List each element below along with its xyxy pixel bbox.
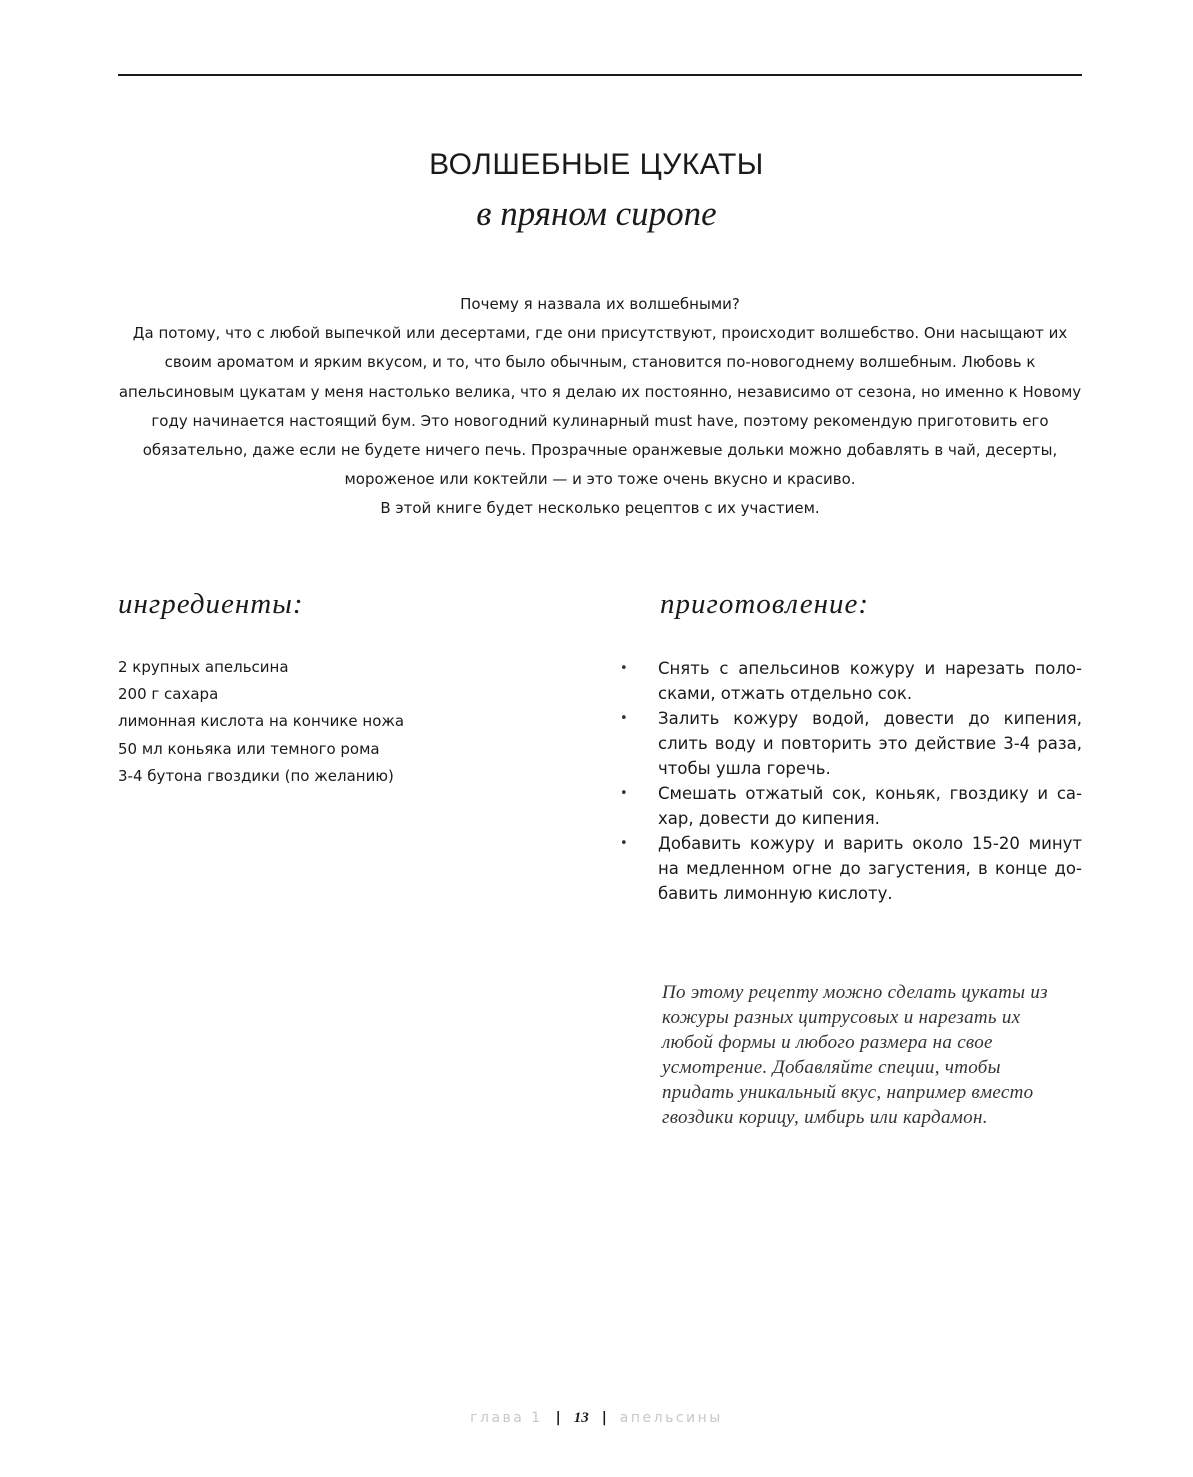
- recipe-note: По этому рецепту можно сделать цукаты из кожуры разных цитрусовых и нарезать их любой формы и любого размера на свое усмотрение. Добавляйте специи, чтобы придать уникальный вкус, например вместо гвоздики корицу, имбирь или кардамон.: [662, 982, 1048, 1128]
- ingredients-heading: ингредиенты:: [118, 588, 304, 620]
- bullet-icon: •: [620, 786, 628, 801]
- page-footer: [0, 1410, 1193, 1427]
- page-number: 13: [573, 1410, 589, 1426]
- bullet-icon: •: [620, 661, 628, 676]
- ingredients-list: [118, 654, 404, 790]
- step-item: [620, 656, 1082, 706]
- step-text: Добавить кожуру и варить около 15-20 минут на медленном огне до загустения, в конце добавить лимонную кислоту.: [658, 834, 1082, 903]
- step-text: Снять с апельсинов кожуру и нарезать полосками, отжать отдельно сок.: [658, 659, 1082, 703]
- top-rule: [118, 74, 1082, 76]
- step-item: [620, 781, 1082, 831]
- step-text: Смешать отжатый сок, коньяк, гвоздику и сахар, довести до кипения.: [658, 784, 1082, 828]
- footer-chapter: глава 1: [470, 1410, 543, 1426]
- recipe-subtitle: в пряном сиропе: [476, 194, 717, 233]
- step-text: Залить кожуру водой, довести до кипения, слить воду и повторить это действие 3-4 раза, чтобы ушла горечь.: [658, 709, 1082, 778]
- step-item: [620, 706, 1082, 781]
- preparation-steps: [620, 656, 1082, 906]
- intro-text: [118, 290, 1082, 524]
- ingredient-item: 3-4 бутона гвоздики (по желанию): [118, 766, 394, 785]
- ingredient-item: 2 крупных апельсина: [118, 658, 289, 676]
- footer-section: апельсины: [619, 1410, 723, 1426]
- intro-body: Да потому, что с любой выпечкой или десертами, где они присутствуют, происходит волшебство. Они насыщают их своим ароматом и ярким вкусом, и то, что было обычным, становится по-новогоднему волшебным. Любовь к апельсиновым цукатам у меня настолько велика, что я делаю их постоянно, независимо от сезона, но именно к Новому году начинается настоящий бум. Это новогодний кулинарный must have, поэтому рекомендую приготовить его обязательно, даже если не будете ничего печь. Прозрачные оранжевые дольки можно добавлять в чай, десерты, мороженое или коктейли — и это тоже очень вкусно и красиво.: [118, 324, 1082, 489]
- intro-question: Почему я назвала их волшебными?: [460, 295, 740, 313]
- footer-separator: |: [601, 1410, 607, 1426]
- ingredient-item: 200 г сахара: [118, 685, 219, 704]
- bullet-icon: •: [620, 711, 628, 726]
- ingredient-item: лимонная кислота на кончике ножа: [118, 712, 405, 731]
- bullet-icon: •: [620, 836, 628, 851]
- ingredient-item: 50 мл коньяка или темного рома: [118, 739, 380, 758]
- footer-separator: |: [555, 1410, 561, 1426]
- step-item: [620, 831, 1082, 906]
- intro-closing: В этой книге будет несколько рецептов с их участием.: [380, 499, 820, 518]
- preparation-heading: приготовление:: [660, 588, 869, 620]
- recipe-title: ВОЛШЕБНЫЕ ЦУКАТЫ: [429, 148, 764, 181]
